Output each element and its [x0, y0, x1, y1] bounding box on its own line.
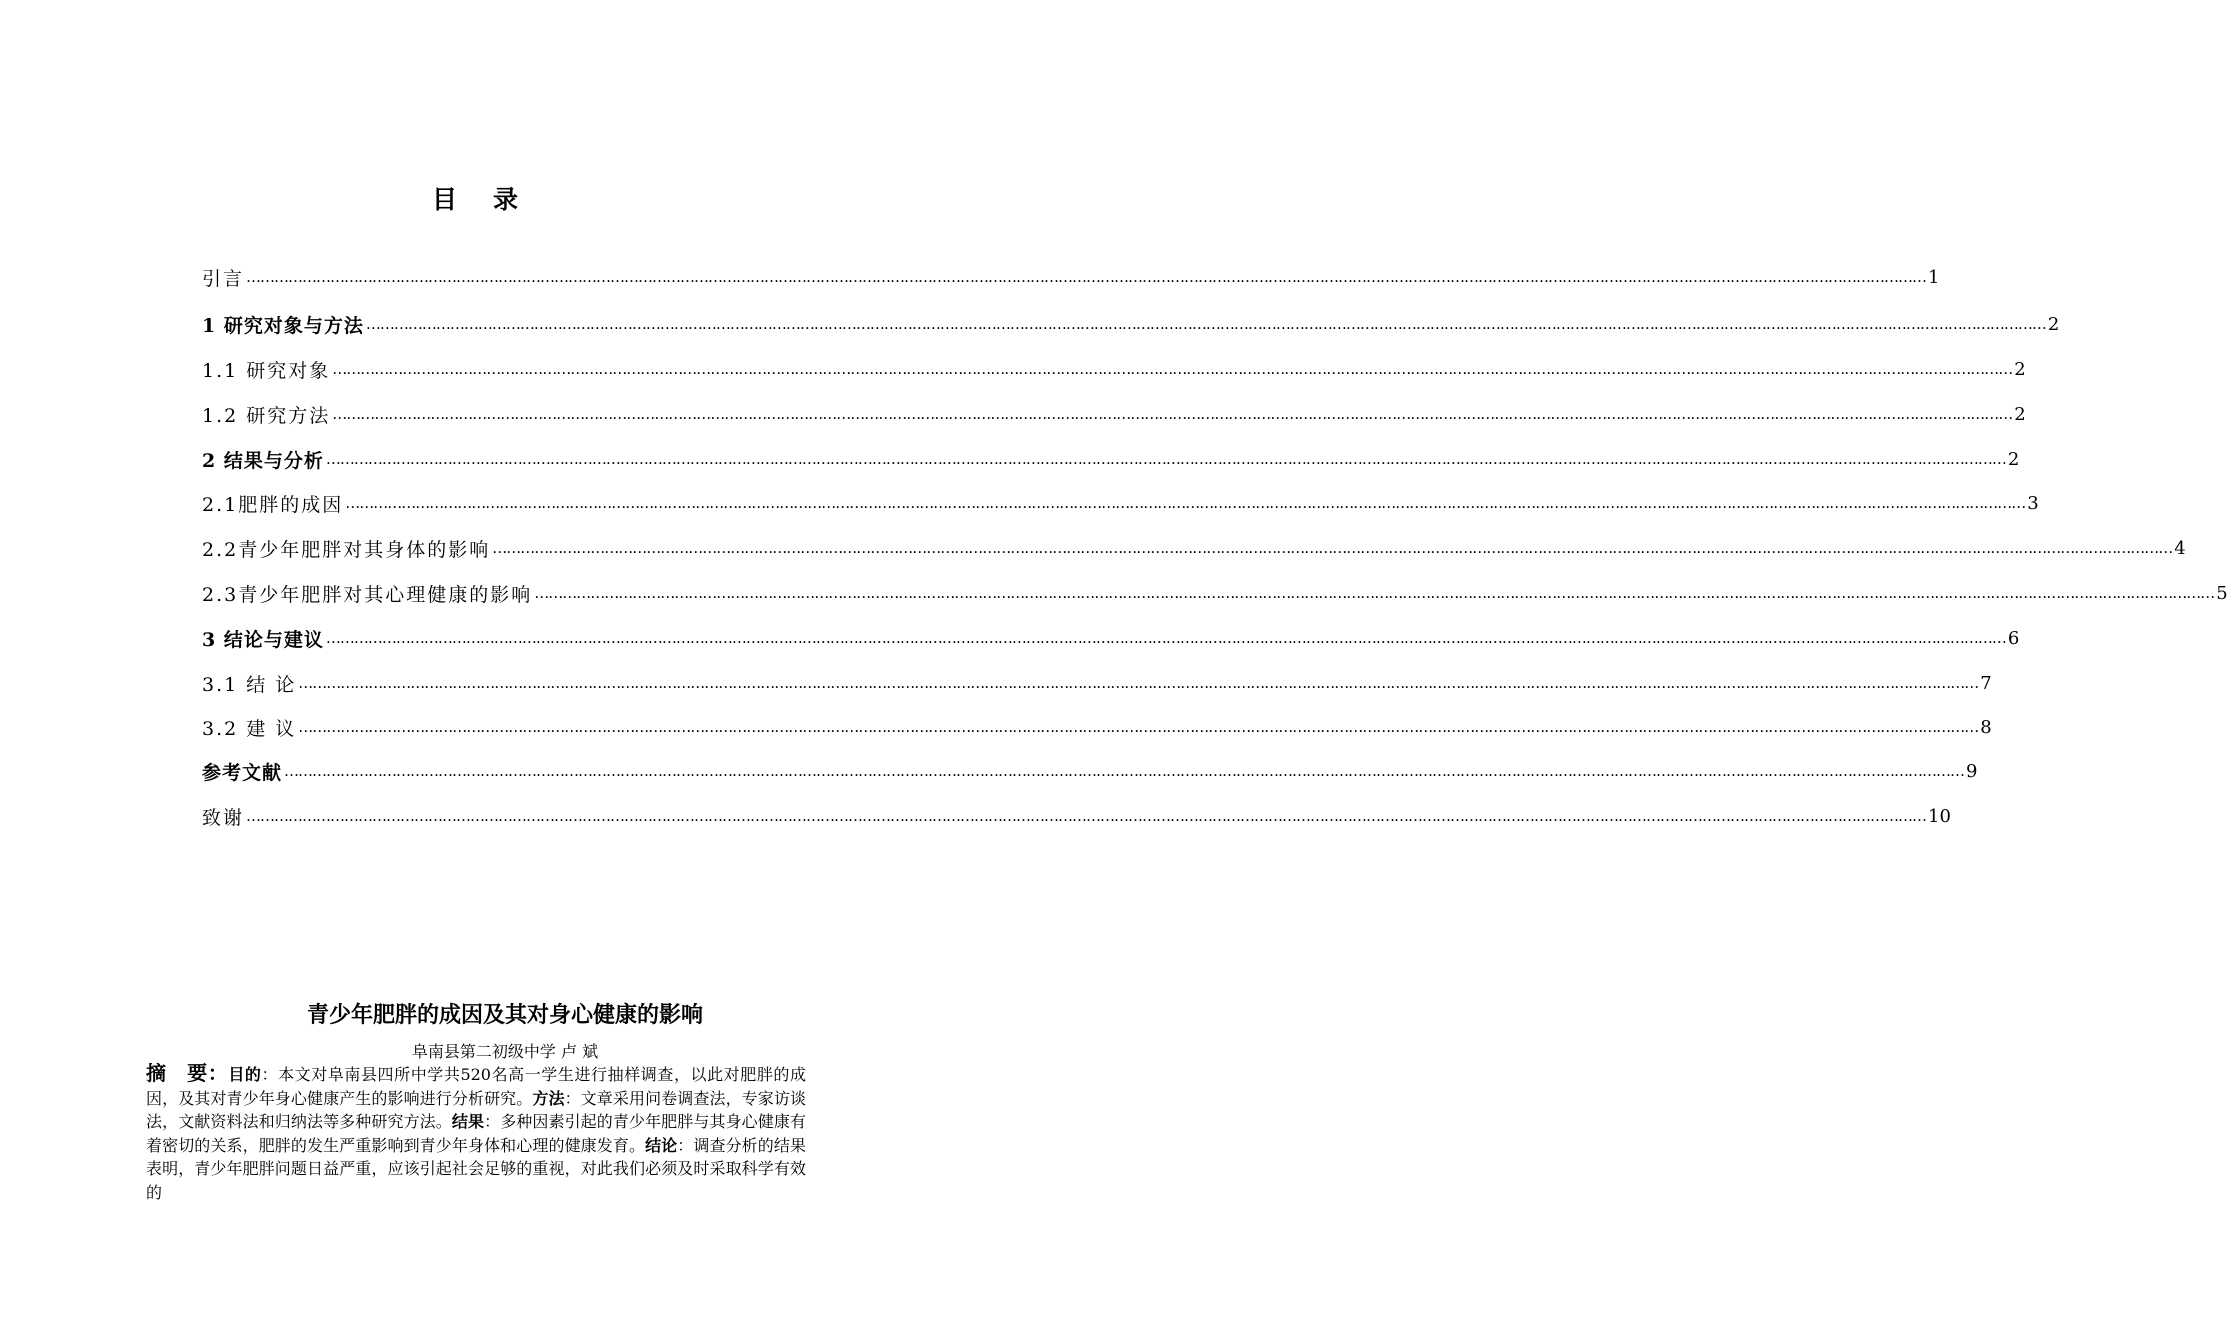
toc-leader-dots: ……………………………………………………………………………………………………………………………………………………………………………………………………………………………………………………………………………………………………………………………… [332, 405, 2013, 423]
toc-entry[interactable] [202, 533, 2186, 563]
toc-entry-label: 1.1 研究对象 [202, 359, 331, 382]
toc-leader-dots: ……………………………………………………………………………………………………………………………………………………………………………………………………………………………………………………………………………………………………………………………… [534, 584, 2215, 602]
toc-page-number: 6 [2007, 627, 2020, 649]
toc-page-number: 7 [1980, 672, 1992, 694]
toc-entry[interactable] [202, 354, 2026, 384]
toc-leader-dots: ……………………………………………………………………………………………………………………………………………………………………………………………………………………………………………………………………………………………………………………………… [332, 360, 2013, 378]
toc-entry[interactable] [202, 488, 2039, 518]
toc-page-number: 8 [1980, 716, 1992, 738]
toc-page-number: 2 [2047, 313, 2060, 335]
toc-entry-label: 2.2青少年肥胖对其身体的影响 [202, 538, 491, 561]
toc-leader-dots: ……………………………………………………………………………………………………………………………………………………………………………………………………………………………………………………………………………………………………………………………… [246, 807, 1927, 825]
toc-leader-dots: ……………………………………………………………………………………………………………………………………………………………………………………………………………………………………………………………………………………………………………………………… [365, 315, 2046, 333]
purpose-label: 目的 [228, 1065, 262, 1084]
paper-title: 青少年肥胖的成因及其对身心健康的影响 [306, 1003, 703, 1028]
toc-entry-label: 参考文献 [202, 761, 283, 784]
toc-entry-label: 引言 [202, 267, 245, 290]
toc-entry-label: 2 结果与分析 [202, 449, 324, 472]
method-text: ：文章采用问卷调查法，专家访谈法，文献资料法和归纳法等多种研究方法。 [146, 1088, 806, 1132]
toc-entry[interactable] [202, 712, 1992, 742]
toc-entry[interactable] [202, 756, 1978, 786]
purpose-text: ：本文对阜南县四所中学共520名高一学生进行抽样调查，以此对肥胖的成因，及其对青少年身心健康产生的影响进行分析研究。 [146, 1065, 807, 1108]
toc-page-number: 4 [2174, 537, 2186, 559]
toc-entry[interactable] [202, 262, 1940, 292]
toc-entry[interactable] [202, 801, 1951, 831]
toc-leader-dots: ……………………………………………………………………………………………………………………………………………………………………………………………………………………………………………………………………………………………………………………………… [325, 450, 2006, 468]
toc-page-number: 3 [2027, 492, 2039, 514]
conclusion-label: 结论 [645, 1135, 678, 1155]
toc-entry-label: 3.1 结 论 [202, 673, 297, 696]
result-label: 结果 [451, 1112, 485, 1132]
toc-entry-label: 3 结论与建议 [202, 628, 324, 651]
result-text: ：多种因素引起的青少年肥胖与其身心健康有着密切的关系，肥胖的发生严重影响到青少年身体和心理的健康发育。 [146, 1112, 806, 1155]
toc-leader-dots: ……………………………………………………………………………………………………………………………………………………………………………………………………………………………………………………………………………………………………………………………… [298, 674, 1979, 692]
toc-entry-label: 2.1肥胖的成因 [202, 493, 344, 516]
toc-leader-dots: ……………………………………………………………………………………………………………………………………………………………………………………………………………………………………………………………………………………………………………………………… [284, 762, 1965, 780]
toc-page-number: 2 [2014, 403, 2026, 425]
toc-entry-label: 致谢 [202, 806, 245, 829]
toc-leader-dots: ……………………………………………………………………………………………………………………………………………………………………………………………………………………………………………………………………………………………………………………………… [325, 629, 2006, 647]
toc-entry[interactable] [202, 623, 2020, 653]
toc-entry-label: 1.2 研究方法 [202, 404, 331, 427]
toc-entry-label: 3.2 建 议 [202, 717, 297, 740]
toc-entry[interactable] [202, 309, 2060, 339]
toc-leader-dots: ……………………………………………………………………………………………………………………………………………………………………………………………………………………………………………………………………………………………………………………………… [492, 539, 2173, 557]
toc-entry[interactable] [202, 444, 2020, 474]
toc-page-number: 10 [1928, 805, 1951, 827]
toc-title: 目录 [431, 185, 554, 214]
toc-page-number: 1 [1928, 266, 1940, 288]
toc-entry-label: 1 研究对象与方法 [202, 314, 364, 337]
author-line: 阜南县第二初级中学 卢 斌 [411, 1042, 599, 1061]
toc-page-number: 5 [2216, 582, 2228, 604]
conclusion-text: ：调查分析的结果表明，青少年肥胖问题日益严重，应该引起社会足够的重视，对此我们必须及时采取科学有效的 [146, 1135, 806, 1202]
toc-leader-dots: ……………………………………………………………………………………………………………………………………………………………………………………………………………………………………………………………………………………………………………………………… [246, 268, 1927, 286]
toc-entry[interactable] [202, 578, 2228, 608]
toc-page-number: 2 [2014, 358, 2026, 380]
toc-leader-dots: ……………………………………………………………………………………………………………………………………………………………………………………………………………………………………………………………………………………………………………………………… [345, 494, 2026, 512]
abstract-heading: 摘 要： [146, 1061, 229, 1085]
toc-page-number: 2 [2007, 448, 2020, 470]
toc-entry[interactable] [202, 668, 1992, 698]
toc-leader-dots: ……………………………………………………………………………………………………………………………………………………………………………………………………………………………………………………………………………………………………………………………… [298, 718, 1979, 736]
toc-entry-label: 2.3青少年肥胖对其心理健康的影响 [202, 583, 533, 606]
toc-entry[interactable] [202, 399, 2026, 429]
toc-page-number: 9 [1966, 760, 1978, 782]
method-label: 方法 [532, 1088, 565, 1108]
abstract [146, 1062, 806, 1205]
